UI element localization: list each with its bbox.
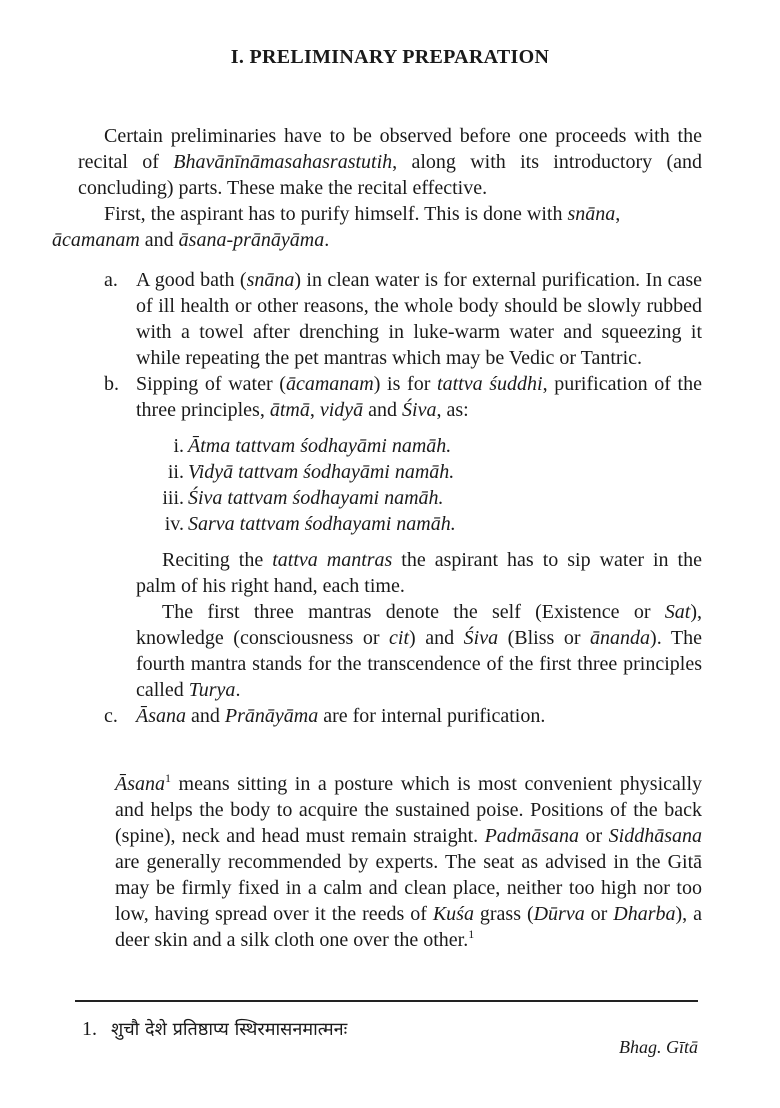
mantra-item: iv. Sarva tattvam śodhayami namāh.: [164, 513, 456, 535]
mantra-item: ii. Vidyā tattvam śodhayāmi namāh.: [167, 461, 455, 483]
intro-section: [52, 123, 702, 253]
reciting-paragraph: Reciting the tattva mantras the aspirant has to sip water in the palm of his right hand, each time.: [136, 549, 702, 597]
mantra-meaning-paragraph: The first three mantras denote the self (Existence or Sat), knowledge (consciousness or cit) and Śiva (Bliss or ānanda). The fourth mantra stands for the transcendence of the first three principles called Turya.: [136, 601, 702, 701]
text-title-em: Bhavānīnāmasahasrastutih: [173, 151, 393, 173]
purification-list: [104, 267, 702, 729]
footnote-ref[interactable]: 1: [468, 927, 475, 941]
footnote-number: 1.: [82, 1018, 97, 1040]
footnote: [82, 1017, 347, 1042]
list-item-c: c. Āsana and Prānāyāma are for internal purification.: [104, 705, 546, 727]
list-item-b: b. Sipping of water (ācamanam) is for tattva śuddhi, purification of the three principles, ātmā, vidyā and Śiva, as: i. Ātma tattvam śodhayāmi namāh. ii. Vidyā tattvam śodhayāmi namāh. iii. Śiva tattvam śodhayami namāh. iv. Sarva tattvam śodhayami namāh. Reciting the tattva mantras the aspirant has to sip water in the palm of his right hand, each time. The first three mantras denote the self (Existence or Sat), knowledge (consciousness or cit) and Śiva (Bliss or ānanda). The fourth mantra stands for the transcendence of the first three principles called Turya.: [104, 373, 702, 701]
list-marker: b.: [104, 373, 119, 395]
footnote-sanskrit-text: शुचौ देशे प्रतिष्ठाप्य स्थिरमासनमात्मनः: [111, 1019, 348, 1040]
mantra-list: [136, 433, 702, 537]
list-marker: a.: [104, 269, 118, 291]
list-marker: c.: [104, 705, 118, 727]
footnote-ref[interactable]: 1: [165, 771, 171, 785]
mantra-item: i. Ātma tattvam śodhayāmi namāh.: [173, 435, 452, 457]
footnote-source: Bhag. Gītā: [619, 1037, 698, 1057]
mantra-item: iii. Śiva tattvam śodhayami namāh.: [162, 487, 444, 509]
asana-paragraph: Āsana$^1$ means sitting in a posture which is most convenient physically and helps the body to acquire the sustained poise. Positions of the back (spine), neck and head must remain straight. Padmāsana or Siddhāsana are generally recommended by experts. The seat as advised in the Gitā may be firmly fixed in a calm and clean place, neither too high nor too low, having spread over it the reeds of Kuśa grass (Dūrva or Dharba), a deer skin and a silk cloth one over the other.$^1$: [115, 771, 702, 951]
list-item-a: a. A good bath (snāna) in clean water is for external purification. In case of ill health or other reasons, the whole body should be slowly rubbed with a towel after drenching in luke-warm water and squeezing it while repeating the pet mantras which may be Vedic or Tantric.: [104, 269, 702, 369]
footnote-divider: [75, 1000, 698, 1002]
intro-paragraph-1: Certain preliminaries have to be observed before one proceeds with the recital of Bhavānīnāmasahasrastutih, along with its introductory (and concluding) parts. These make the recital effective.: [78, 125, 702, 199]
intro-paragraph-2: First, the aspirant has to purify himself. This is done with snāna, ācamanam and āsana-prānāyāma.: [52, 203, 621, 251]
section-title: I. PRELIMINARY PREPARATION: [230, 46, 550, 68]
